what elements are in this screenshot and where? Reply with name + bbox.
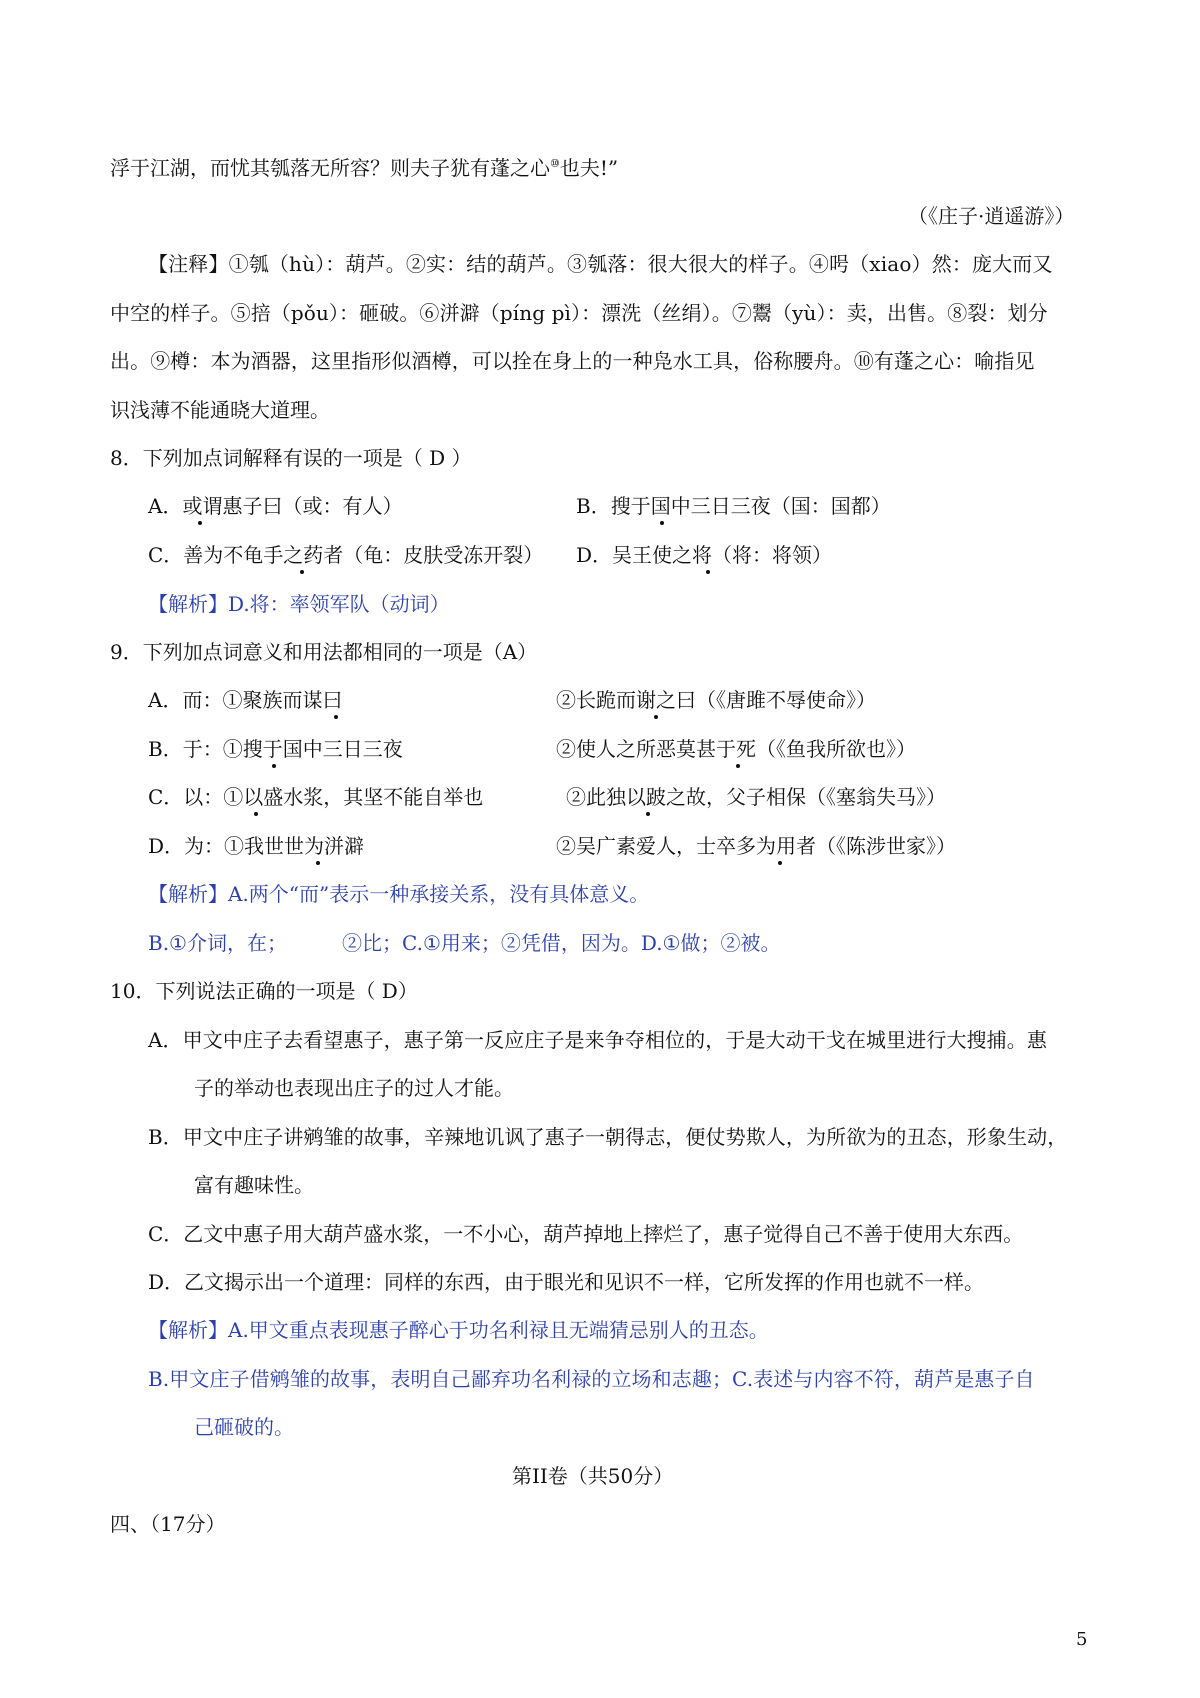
- q9-option-b-2: ②使人之所恶莫甚于死（《鱼我所欲也》）: [556, 737, 916, 761]
- q10-analysis-3: 己砸破的。: [194, 1415, 294, 1439]
- emphasis-dot: [654, 715, 658, 719]
- q10-option-a-2: 子的举动也表现出庄子的过人才能。: [194, 1076, 514, 1100]
- footnote-marker: ⑩: [550, 157, 560, 170]
- q9-option-d-2: ②吴广素爱人，士卒多为用者（《陈涉世家》）: [556, 834, 956, 858]
- q9-stem: 9．下列加点词意义和用法都相同的一项是（A）: [110, 640, 538, 664]
- passage-source: （《庄子·逍遥游》）: [908, 204, 1075, 228]
- q10-option-b-2: 富有趣味性。: [194, 1173, 314, 1197]
- emphasis-dot: [316, 861, 320, 865]
- emphasis-dot: [334, 715, 338, 719]
- emphasis-dot: [706, 570, 710, 574]
- emphasis-dot: [660, 521, 664, 525]
- q9-option-d-1: D．为：①我世世为洴澼: [148, 834, 365, 858]
- section-title: 第II卷（共50分）: [512, 1464, 674, 1488]
- page-number: 5: [1076, 1629, 1088, 1650]
- q8-option-a: A．或谓惠子曰（或：有人）: [148, 494, 403, 518]
- emphasis-dot: [736, 764, 740, 768]
- emphasis-dot: [254, 812, 258, 816]
- notes-line-4: 识浅薄不能通晓大道理。: [110, 398, 330, 422]
- passage-last-line: [110, 154, 618, 182]
- emphasis-dot: [300, 570, 304, 574]
- q9-option-c-2: ②此独以跛之故，父子相保（《塞翁失马》）: [566, 785, 946, 809]
- passage-text-end: 也夫!”: [559, 156, 619, 180]
- q9-option-a-2: ②长跪而谢之曰（《唐雎不辱使命》）: [556, 688, 876, 712]
- part-four-heading: 四、（17分）: [110, 1512, 226, 1536]
- passage-text: 浮于江湖，而忧其瓠落无所容？则夫子犹有蓬之心: [110, 156, 550, 180]
- q10-option-d: D．乙文揭示出一个道理：同样的东西，由于眼光和见识不一样，它所发挥的作用也就不一样。: [148, 1270, 985, 1294]
- emphasis-dot: [198, 521, 202, 525]
- q9-option-c-1: C．以：①以盛水浆，其坚不能自举也: [148, 785, 484, 809]
- q8-option-b: B．搜于国中三日三夜（国：国都）: [576, 494, 891, 518]
- q8-analysis: 【解析】D.将：率领军队（动词）: [148, 592, 450, 616]
- notes-line-2: 中空的样子。⑤掊（pǒu）：砸破。⑥洴澼（píng pì）：漂洗（丝绢）。⑦鬻（yù）：卖，出售。⑧裂：划分: [110, 301, 1048, 325]
- emphasis-dot: [778, 861, 782, 865]
- emphasis-dot: [646, 812, 650, 816]
- q10-analysis-2: B.甲文庄子借鹓雏的故事，表明自己鄙弃功名利禄的立场和志趣；C.表述与内容不符，葫芦是惠子自: [148, 1367, 1035, 1391]
- q9-analysis-2b: ②比；C.①用来；②凭借，因为。D.①做；②被。: [342, 931, 781, 955]
- q9-analysis-1: 【解析】A.两个“而”表示一种承接关系，没有具体意义。: [148, 882, 650, 906]
- q10-stem: 10．下列说法正确的一项是（ D）: [110, 979, 418, 1003]
- notes-line-3: 出。⑨樽：本为酒器，这里指形似酒樽，可以拴在身上的一种凫水工具，俗称腰舟。⑩有蓬之心：喻指见: [110, 349, 1035, 373]
- q8-option-c: C．善为不龟手之药者（龟：皮肤受冻开裂）: [148, 543, 544, 567]
- notes-line-1: 【注释】①瓠（hù）：葫芦。②实：结的葫芦。③瓠落：很大很大的样子。④呺（xiao）然：庞大而又: [148, 252, 1053, 276]
- q9-option-b-1: B．于：①搜于国中三日三夜: [148, 737, 403, 761]
- q9-analysis-2a: B.①介词，在；: [148, 931, 287, 955]
- q8-option-d: D．吴王使之将（将：将领）: [576, 543, 833, 567]
- emphasis-dot: [272, 764, 276, 768]
- q9-option-a-1: A．而：①聚族而谋曰: [148, 688, 343, 712]
- q10-option-c: C．乙文中惠子用大葫芦盛水浆，一不小心，葫芦掉地上摔烂了，惠子觉得自己不善于使用大东西。: [148, 1222, 1024, 1246]
- q10-option-b-1: B．甲文中庄子讲鹓雏的故事，辛辣地讥讽了惠子一朝得志，便仗势欺人，为所欲为的丑态，形象生动，: [148, 1125, 1068, 1149]
- q8-stem: 8．下列加点词解释有误的一项是（ D ）: [110, 446, 472, 470]
- q10-option-a-1: A．甲文中庄子去看望惠子，惠子第一反应庄子是来争夺相位的，于是大动干戈在城里进行大搜捕。惠: [148, 1028, 1047, 1052]
- q10-analysis-1: 【解析】A.甲文重点表现惠子醉心于功名利禄且无端猜忌别人的丑态。: [148, 1318, 769, 1342]
